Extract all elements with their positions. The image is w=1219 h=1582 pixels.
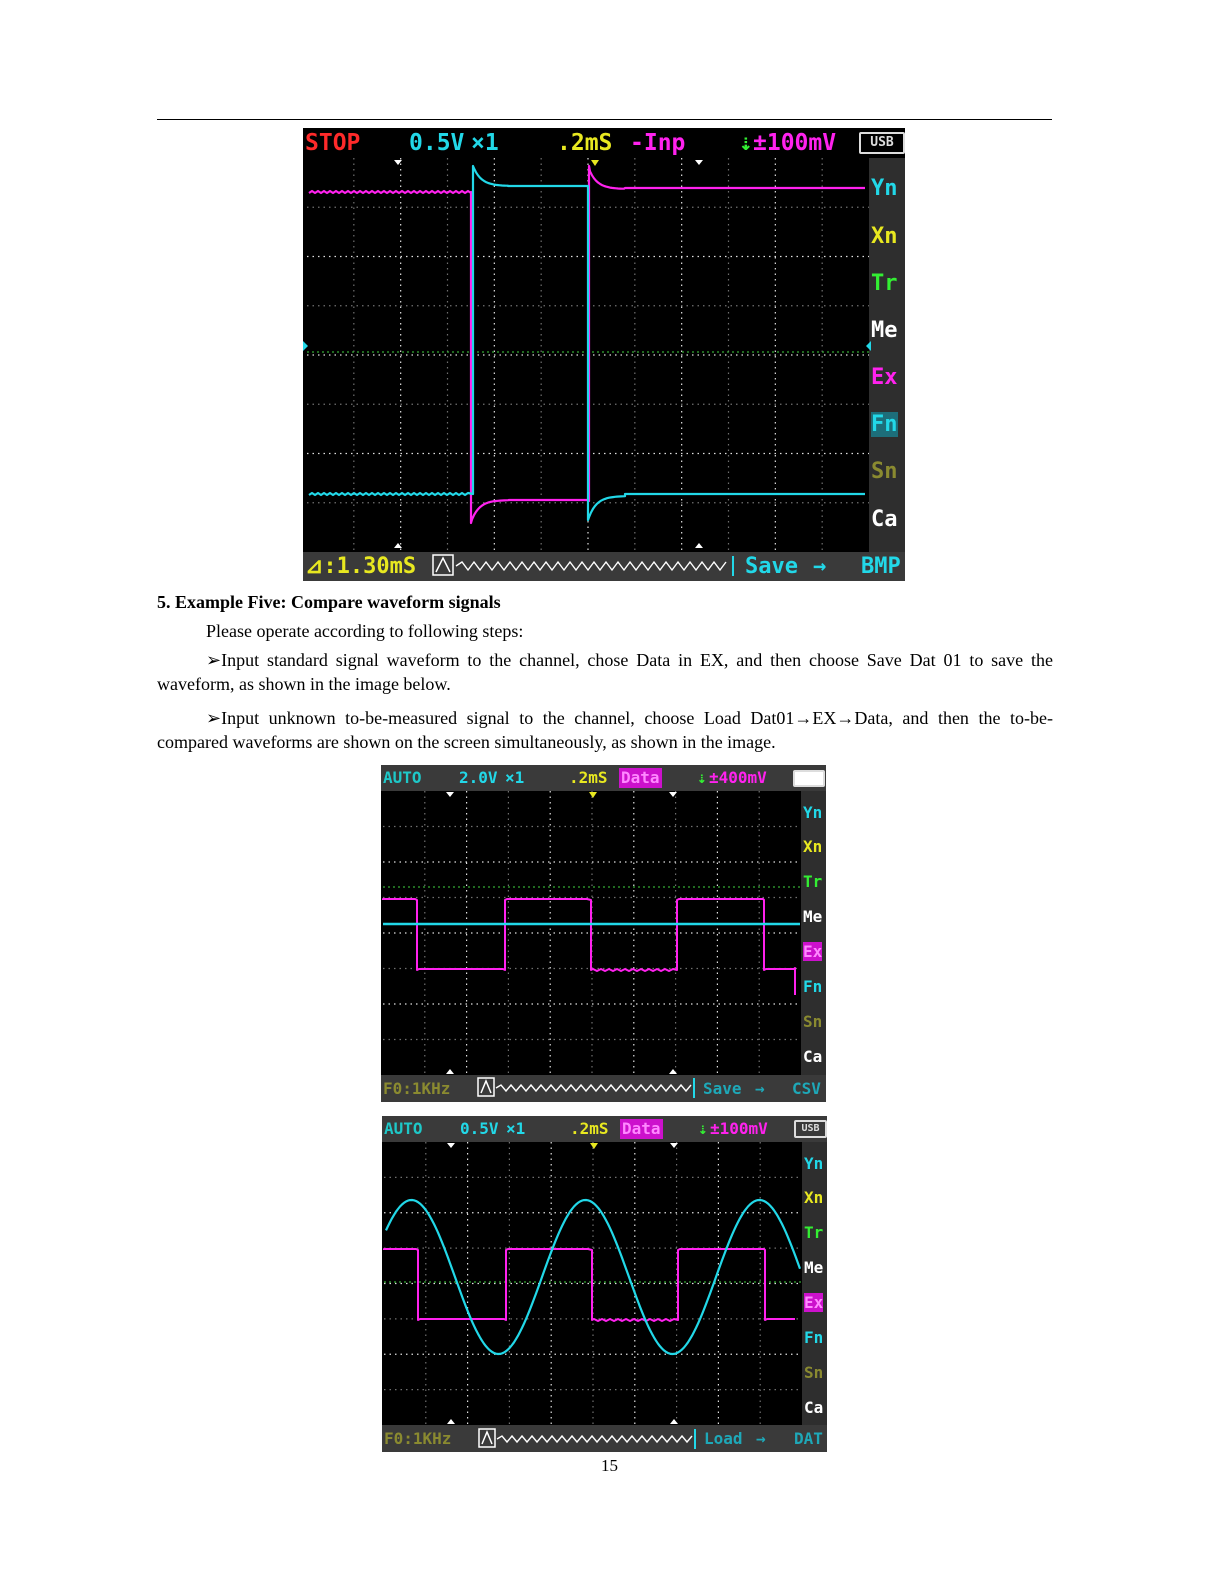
live-waveform bbox=[309, 166, 865, 520]
trigger-time-marker bbox=[591, 160, 599, 166]
arrow-icon: → bbox=[755, 1079, 765, 1098]
menu-xn[interactable]: Xn bbox=[871, 224, 898, 249]
time-div-label: .2mS bbox=[569, 768, 608, 787]
menu-yn[interactable]: Yn bbox=[804, 1154, 824, 1173]
menu-fn[interactable]: Fn bbox=[803, 977, 823, 996]
step-1-text: Input standard signal waveform to the channel, chose Data in EX, and then choose Save Dat 01 to save the waveform, as shown in the image below. bbox=[157, 650, 1053, 694]
volt-div-label: 0.5V bbox=[460, 1119, 499, 1138]
section-heading: 5. Example Five: Compare waveform signals bbox=[157, 592, 501, 612]
channel-level-marker bbox=[303, 341, 308, 351]
trigger-time-marker bbox=[590, 1143, 598, 1149]
menu-sn[interactable]: Sn bbox=[871, 459, 898, 484]
menu-fn[interactable]: Fn bbox=[804, 1328, 824, 1347]
menu-ex[interactable]: Ex bbox=[871, 365, 898, 390]
oscilloscope-screenshot-3 bbox=[382, 1116, 827, 1452]
scope1-graphics bbox=[303, 128, 905, 581]
oscilloscope-screenshot-2 bbox=[381, 765, 826, 1102]
menu-sn[interactable]: Sn bbox=[803, 1012, 823, 1031]
trigger-label: ±100mV bbox=[710, 1119, 768, 1138]
cursor-marker-top bbox=[446, 792, 454, 797]
volt-div-label: 2.0V bbox=[459, 768, 498, 787]
format-label[interactable]: DAT bbox=[794, 1429, 823, 1448]
reference-waveform bbox=[383, 899, 795, 995]
input-label: -Inp bbox=[630, 130, 686, 156]
menu-tr[interactable]: Tr bbox=[804, 1223, 824, 1242]
menu-sn[interactable]: Sn bbox=[804, 1363, 824, 1382]
step-1 bbox=[157, 648, 1053, 696]
trigger-icon: ⇣ bbox=[697, 768, 707, 787]
step-2-text: Input unknown to-be-measured signal to the channel, choose Load Dat01→EX→Data, and then the to-be-compared waveforms are shown on the screen simultaneously, as shown in the image. bbox=[157, 708, 1053, 752]
menu-yn[interactable]: Yn bbox=[871, 176, 898, 201]
menu-xn[interactable]: Xn bbox=[803, 837, 823, 856]
time-bar-icon bbox=[496, 1085, 691, 1091]
cursor-marker-top bbox=[670, 1143, 678, 1148]
cursor-marker-bottom bbox=[695, 543, 703, 548]
format-label[interactable]: BMP bbox=[861, 554, 901, 579]
save-label[interactable]: Save bbox=[703, 1079, 742, 1098]
menu-ca[interactable]: Ca bbox=[804, 1398, 824, 1417]
volt-div-label: 0.5V bbox=[409, 130, 465, 156]
scope3-graphics bbox=[382, 1116, 827, 1452]
cursor-marker-bottom bbox=[447, 1419, 455, 1424]
menu-me[interactable]: Me bbox=[871, 318, 898, 343]
menu-ca[interactable]: Ca bbox=[871, 507, 898, 532]
trigger-label: ±100mV bbox=[753, 130, 837, 156]
step-2 bbox=[157, 706, 1053, 754]
mode-label: AUTO bbox=[384, 1119, 423, 1138]
trigger-icon: ⇣ bbox=[739, 130, 753, 156]
trigger-edge-icon-glyph bbox=[481, 1081, 491, 1093]
reference-waveform bbox=[384, 1249, 795, 1321]
menu-tr[interactable]: Tr bbox=[803, 872, 823, 891]
arrow-icon: → bbox=[756, 1429, 766, 1448]
trigger-time-marker bbox=[589, 792, 597, 798]
format-label[interactable]: CSV bbox=[792, 1079, 821, 1098]
time-bar-icon bbox=[456, 562, 726, 570]
trigger-icon: ⇣ bbox=[698, 1119, 708, 1138]
trigger-level-marker bbox=[866, 341, 871, 351]
mode-label: STOP bbox=[305, 130, 361, 156]
menu-yn[interactable]: Yn bbox=[803, 803, 823, 822]
cursor-marker-top bbox=[447, 1143, 455, 1148]
page-number: 15 bbox=[601, 1456, 618, 1475]
delta-time-label: ⊿:1.30mS bbox=[305, 554, 417, 579]
input-label: Data bbox=[621, 768, 660, 787]
mode-label: AUTO bbox=[383, 768, 422, 787]
trigger-edge-icon-glyph bbox=[482, 1432, 492, 1444]
menu-tr[interactable]: Tr bbox=[871, 271, 898, 296]
cursor-marker-top bbox=[695, 160, 703, 165]
cursor-marker-bottom bbox=[670, 1419, 678, 1424]
arrow-icon: → bbox=[813, 554, 827, 579]
time-bar-icon bbox=[497, 1436, 692, 1442]
usb-icon: USB bbox=[794, 1120, 827, 1138]
menu-ex[interactable]: Ex bbox=[804, 1293, 824, 1312]
menu-me[interactable]: Me bbox=[804, 1258, 824, 1277]
menu-fn[interactable]: Fn bbox=[871, 412, 898, 437]
cursor-marker-bottom bbox=[446, 1069, 454, 1074]
header-rule bbox=[157, 119, 1052, 120]
bullet-icon: ➢ bbox=[206, 708, 222, 728]
probe-label: ×1 bbox=[505, 768, 525, 787]
menu-xn[interactable]: Xn bbox=[804, 1188, 824, 1207]
time-div-label: .2mS bbox=[570, 1119, 609, 1138]
bullet-icon: ➢ bbox=[206, 650, 222, 670]
input-label: Data bbox=[622, 1119, 661, 1138]
menu-ex[interactable]: Ex bbox=[803, 942, 823, 961]
save-label[interactable]: Save bbox=[745, 554, 798, 579]
menu-ca[interactable]: Ca bbox=[803, 1047, 823, 1066]
menu-me[interactable]: Me bbox=[803, 907, 823, 926]
oscilloscope-screenshot-1 bbox=[303, 128, 905, 581]
time-div-label: .2mS bbox=[557, 130, 613, 156]
scope2-graphics bbox=[381, 765, 826, 1102]
trigger-edge-icon-glyph bbox=[436, 558, 450, 572]
intro-text: Please operate according to following steps: bbox=[206, 621, 524, 641]
frequency-label: F0:1KHz bbox=[384, 1429, 452, 1448]
frequency-label: F0:1KHz bbox=[383, 1079, 451, 1098]
probe-label: ×1 bbox=[506, 1119, 526, 1138]
load-label[interactable]: Load bbox=[704, 1429, 743, 1448]
trigger-label: ±400mV bbox=[709, 768, 767, 787]
usb-icon: USB bbox=[859, 132, 905, 154]
probe-label: ×1 bbox=[471, 130, 499, 156]
cursor-marker-top bbox=[669, 792, 677, 797]
